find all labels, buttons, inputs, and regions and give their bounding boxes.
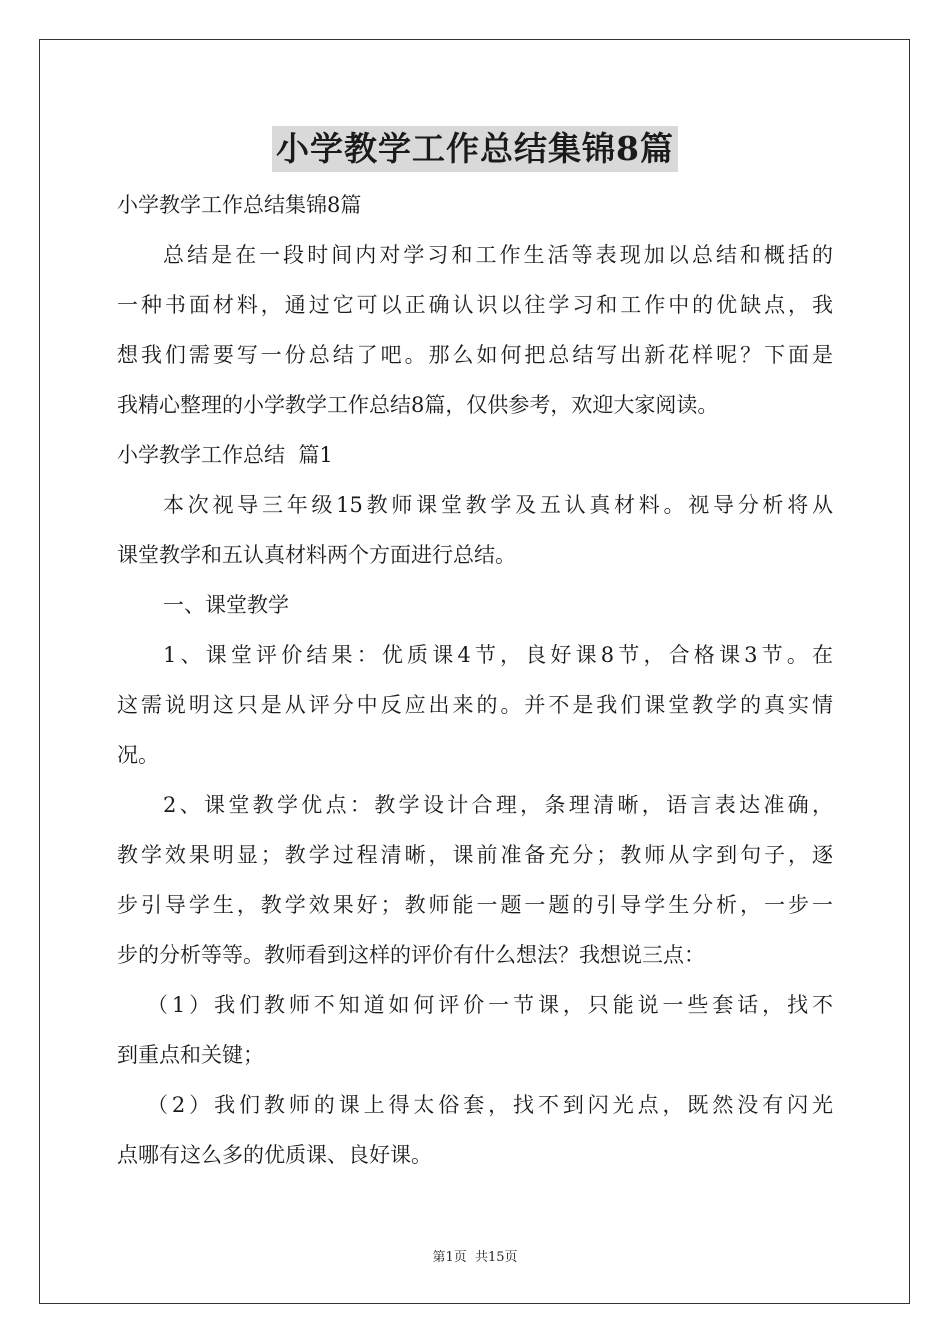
document-body [117, 180, 833, 1180]
document-subtitle: 小学教学工作总结集锦8篇 [117, 193, 362, 217]
paragraph-line: 点哪有这么多的优质课、良好课。 [117, 1143, 432, 1167]
intro-line: 想我们需要写一份总结了吧。那么如何把总结写出新花样呢？下面是 [117, 343, 833, 367]
paragraph-line: 况。 [117, 743, 159, 767]
paragraph-line: 到重点和关键； [117, 1043, 264, 1067]
title-area [0, 126, 950, 172]
intro-line: 我精心整理的小学教学工作总结8篇，仅供参考，欢迎大家阅读。 [117, 393, 719, 417]
paragraph-line: （2）我们教师的课上得太俗套，找不到闪光点，既然没有闪光 [147, 1093, 833, 1117]
section-heading: 小学教学工作总结 篇1 [117, 443, 333, 467]
paragraph-line: 本次视导三年级15教师课堂教学及五认真材料。视导分析将从 [163, 493, 833, 517]
paragraph-line: 1、课堂评价结果：优质课4节，良好课8节，合格课3节。在 [163, 643, 833, 667]
page-number: 第1页 [432, 1250, 467, 1265]
document-title: 小学教学工作总结集锦8篇 [272, 126, 678, 172]
paragraph-line: 2、课堂教学优点：教学设计合理，条理清晰，语言表达准确， [163, 793, 833, 817]
paragraph-line: 教学效果明显；教学过程清晰，课前准备充分；教师从字到句子，逐 [117, 843, 833, 867]
paragraph-line: 步引导学生，教学效果好；教师能一题一题的引导学生分析，一步一 [117, 893, 833, 917]
paragraph-line: 这需说明这只是从评分中反应出来的。并不是我们课堂教学的真实情 [117, 693, 833, 717]
page-total: 共15页 [474, 1250, 518, 1265]
paragraph-line: 课堂教学和五认真材料两个方面进行总结。 [117, 543, 516, 567]
intro-line: 一种书面材料，通过它可以正确认识以往学习和工作中的优缺点，我 [117, 293, 833, 317]
paragraph-line: 步的分析等等。教师看到这样的评价有什么想法？我想说三点： [117, 943, 705, 967]
subheading: 一、课堂教学 [163, 593, 289, 617]
paragraph-line: （1）我们教师不知道如何评价一节课，只能说一些套话，找不 [147, 993, 833, 1017]
intro-line: 总结是在一段时间内对学习和工作生活等表现加以总结和概括的 [163, 243, 833, 267]
page-footer [0, 1246, 950, 1265]
